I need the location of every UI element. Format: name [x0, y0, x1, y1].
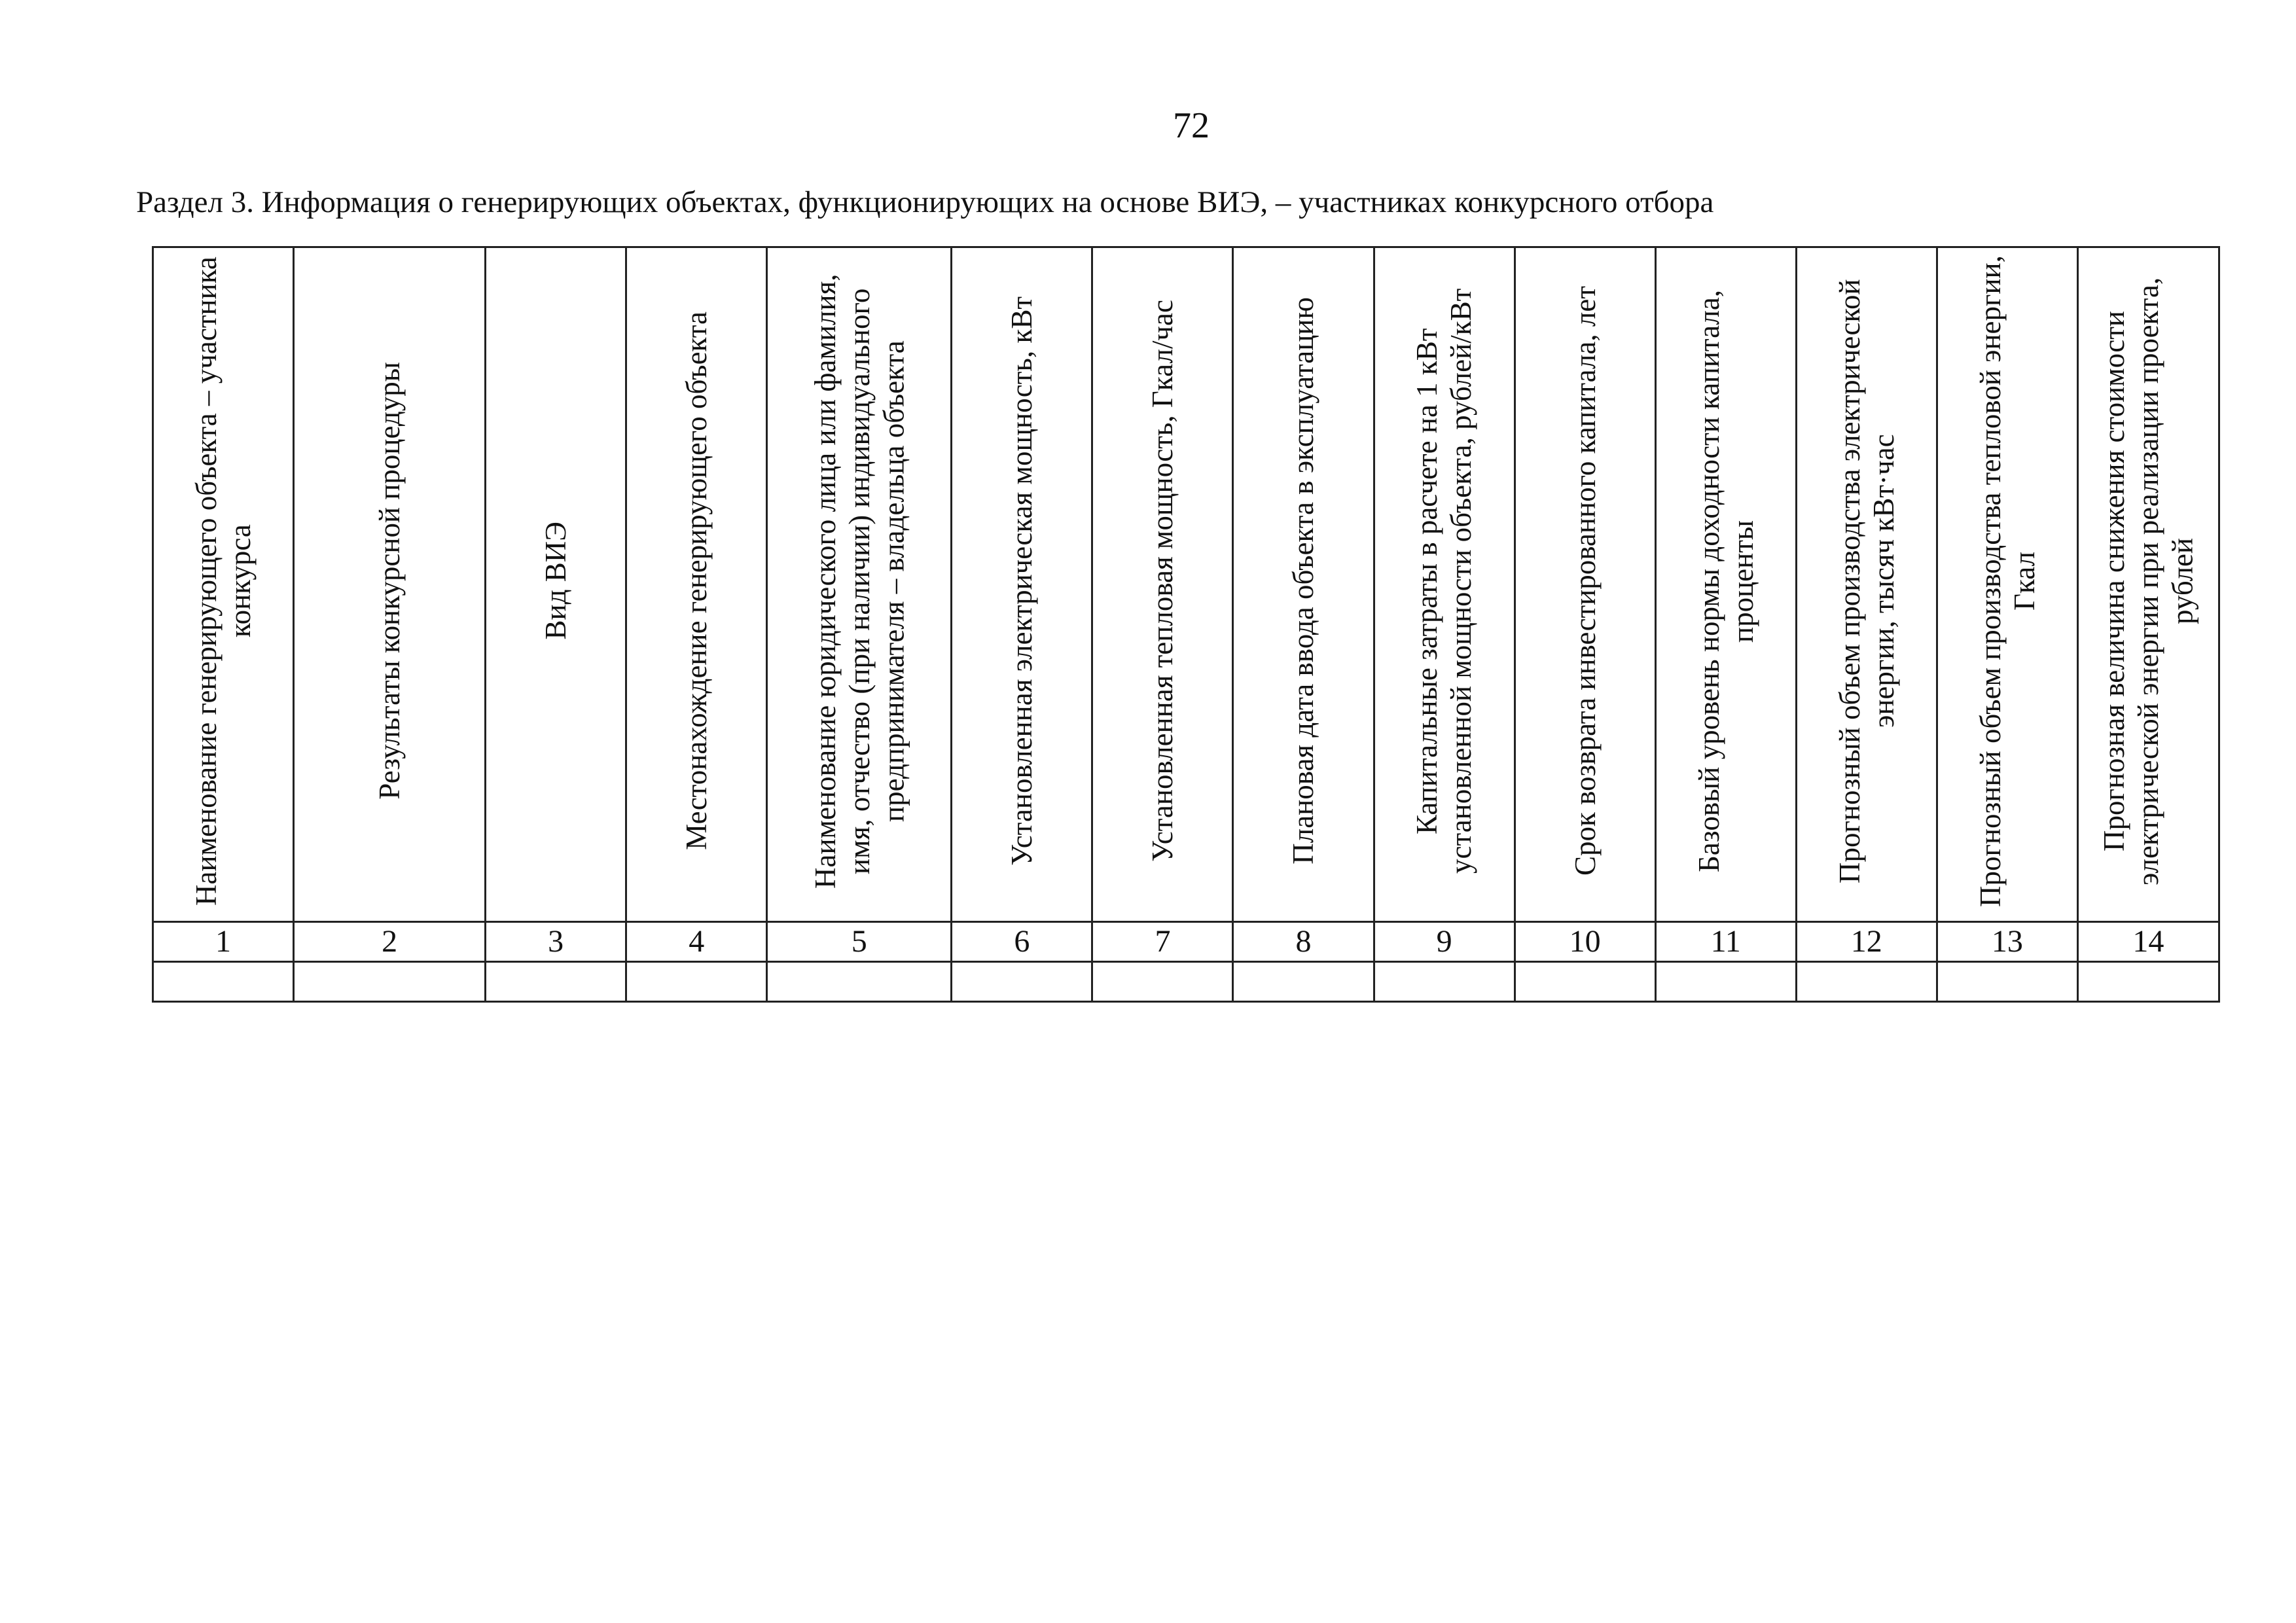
column-number: 13 — [1937, 922, 2077, 962]
column-number: 10 — [1515, 922, 1655, 962]
header-cell-9 — [1374, 247, 1515, 922]
header-label: Плановая дата ввода объекта в эксплуатацию — [1287, 297, 1320, 865]
header-cell-3 — [486, 247, 626, 922]
header-cell-13 — [1937, 247, 2077, 922]
column-number: 7 — [1092, 922, 1233, 962]
column-number: 9 — [1374, 922, 1515, 962]
header-cell-2 — [294, 247, 486, 922]
page-number: 72 — [1173, 105, 1210, 146]
header-label: Вид ВИЭ — [539, 522, 573, 640]
header-cell-6 — [952, 247, 1092, 922]
header-cell-5 — [767, 247, 952, 922]
empty-cell — [1515, 962, 1655, 1002]
column-number: 1 — [153, 922, 294, 962]
section-title: Раздел 3. Информация о генерирующих объектах, функционирующих на основе ВИЭ, – участниках конкурсного отбора — [136, 185, 1714, 219]
header-label: Установленная тепловая мощность, Гкал/час — [1146, 300, 1179, 862]
header-label: Местонахождение генерирующего объекта — [680, 312, 713, 850]
header-cell-10 — [1515, 247, 1655, 922]
empty-cell — [1937, 962, 2077, 1002]
header-label: Базовый уровень нормы доходности капитала, проценты — [1692, 289, 1759, 872]
empty-data-row — [153, 962, 2219, 1002]
header-cell-7 — [1092, 247, 1233, 922]
empty-cell — [2077, 962, 2219, 1002]
column-number: 11 — [1655, 922, 1796, 962]
header-label: Срок возврата инвестированного капитала, лет — [1568, 285, 1602, 876]
empty-cell — [294, 962, 486, 1002]
empty-cell — [486, 962, 626, 1002]
header-cell-4 — [626, 247, 767, 922]
header-cell-11 — [1655, 247, 1796, 922]
header-cell-8 — [1233, 247, 1374, 922]
column-number: 14 — [2077, 922, 2219, 962]
column-number: 3 — [486, 922, 626, 962]
column-number: 2 — [294, 922, 486, 962]
header-label: Прогнозная величина снижения стоимости электрической энергии при реализации проекта, рублей — [2098, 276, 2199, 885]
column-number: 8 — [1233, 922, 1374, 962]
empty-cell — [626, 962, 767, 1002]
empty-cell — [1092, 962, 1233, 1002]
header-cell-1 — [153, 247, 294, 922]
column-number: 4 — [626, 922, 767, 962]
column-number: 5 — [767, 922, 952, 962]
column-number: 6 — [952, 922, 1092, 962]
column-number-row — [153, 922, 2219, 962]
header-label: Наименование юридического лица или фамилия, имя, отчество (при наличии) индивидуального предпринимателя – владельца объекта — [808, 273, 910, 889]
header-label: Результаты конкурсной процедуры — [373, 362, 406, 800]
empty-cell — [952, 962, 1092, 1002]
empty-cell — [1374, 962, 1515, 1002]
header-row — [153, 247, 2219, 922]
header-cell-12 — [1796, 247, 1937, 922]
header-label: Наименование генерирующего объекта – участника конкурса — [189, 256, 257, 906]
empty-cell — [1796, 962, 1937, 1002]
header-cell-14 — [2077, 247, 2219, 922]
participants-table — [152, 246, 2220, 1003]
header-label: Капитальные затраты в расчете на 1 кВт установленной мощности объекта, рублей/кВт — [1410, 288, 1478, 874]
header-label: Прогнозный объем производства тепловой энергии, Гкал — [1973, 255, 2041, 907]
empty-cell — [1655, 962, 1796, 1002]
empty-cell — [1233, 962, 1374, 1002]
empty-cell — [767, 962, 952, 1002]
header-label: Прогнозный объем производства электрической энергии, тысяч кВт·час — [1833, 278, 1900, 883]
column-number: 12 — [1796, 922, 1937, 962]
empty-cell — [153, 962, 294, 1002]
header-label: Установленная электрическая мощность, кВт — [1005, 296, 1039, 866]
